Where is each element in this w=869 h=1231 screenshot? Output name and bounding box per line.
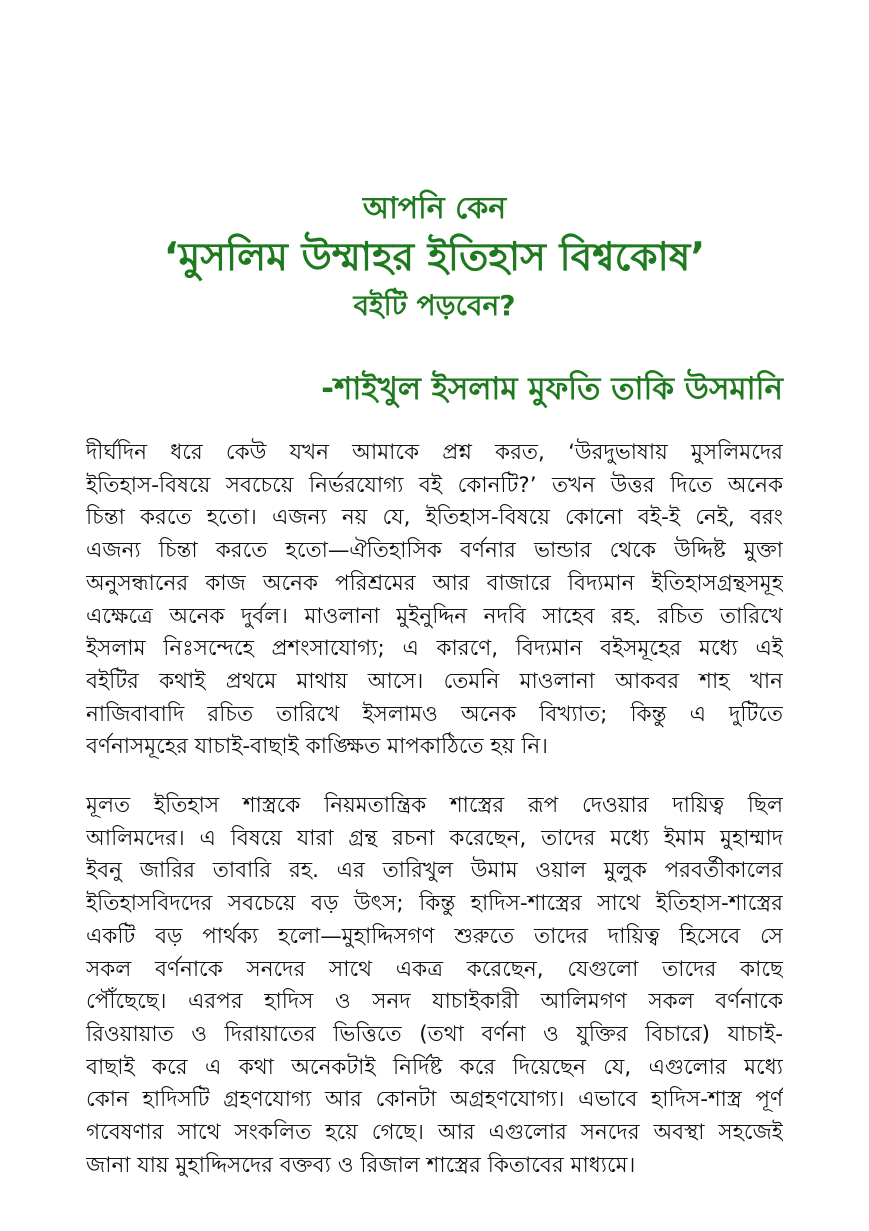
text-line: ইসলাম নিঃসন্দেহে প্রশংসাযোগ্য; এ কারণে, বিদ্যমান বইসমূহের মধ্যে এই — [86, 636, 783, 662]
text-line: অনুসন্ধানের কাজ অনেক পরিশ্রমের আর বাজারে বিদ্যমান ইতিহাসগ্রন্থসমূহ — [86, 570, 783, 596]
text-line: মূলত ইতিহাস শাস্ত্রকে নিয়মতান্ত্রিক শাস্ত্রের রূপ দেওয়ার দায়িত্ব ছিল — [86, 793, 783, 818]
text-line: জানা যায় মুহাদ্দিসদের বক্তব্য ও রিজাল শাস্ত্রের কিতাবের মাধ্যমে। — [86, 1152, 636, 1178]
heading-line-3: বইটি পড়বেন? — [353, 289, 516, 322]
heading-book-title: ‘মুসলিম উম্মাহর ইতিহাস বিশ্বকোষ’ — [163, 235, 706, 280]
text-line: বর্ণনাসমূহের যাচাই-বাছাই কাঙ্ক্ষিত মাপকাঠিতে হয় নি। — [86, 734, 548, 760]
text-line: বইটির কথাই প্রথমে মাথায় আসে। তেমনি মাওলানা আকবর শাহ খান — [86, 668, 783, 694]
text-line: সকল বর্ণনাকে সনদের সাথে একত্র করেছেন, যেগুলো তাদের কাছে — [86, 956, 783, 982]
author-attribution: -শাইখুল ইসলাম মুফতি তাকি উসমানি — [321, 371, 783, 407]
text-line: আলিমদের। এ বিষয়ে যারা গ্রন্থ রচনা করেছেন, তাদের মধ্যে ইমাম মুহাম্মাদ — [86, 825, 783, 851]
text-line: চিন্তা করতে হতো। এজন্য নয় যে, ইতিহাস-বিষয়ে কোনো বই-ই নেই, বরং — [86, 505, 783, 531]
text-line: বাছাই করে এ কথা অনেকটাই নির্দিষ্ট করে দিয়েছেন যে, এগুলোর মধ্যে — [86, 1054, 783, 1080]
text-line: ইবনু জারির তাবারি রহ. এর তারিখুল উমাম ওয়াল মুলুক পরবর্তীকালের — [86, 858, 783, 884]
chapter-heading — [0, 190, 869, 326]
text-line: একটি বড় পার্থক্য হলো—মুহাদ্দিসগণ শুরুতে তাদের দায়িত্ব হিসেবে সে — [86, 923, 783, 949]
text-line: নাজিবাবাদি রচিত তারিখে ইসলামও অনেক বিখ্যাত; কিন্তু এ দুটিতে — [86, 701, 783, 727]
text-line: গবেষণার সাথে সংকলিত হয়ে গেছে। আর এগুলোর সনদের অবস্থা সহজেই — [86, 1120, 783, 1146]
paragraph-1 — [86, 437, 783, 764]
text-line: কোন হাদিসটি গ্রহণযোগ্য আর কোনটা অগ্রহণযোগ্য। এভাবে হাদিস-শাস্ত্র পূর্ণ — [86, 1087, 783, 1113]
text-line: এজন্য চিন্তা করতে হতো—ঐতিহাসিক বর্ণনার ভান্ডার থেকে উদ্দিষ্ট মুক্তা — [86, 538, 783, 564]
heading-line-1: আপনি কেন — [362, 191, 507, 226]
text-line: রিওয়ায়াত ও দিরায়াতের ভিত্তিতে (তথা বর্ণনা ও যুক্তির বিচারে) যাচাই- — [86, 1021, 783, 1047]
text-line: পৌঁছেছে। এরপর হাদিস ও সনদ যাচাইকারী আলিমগণ সকল বর্ণনাকে — [86, 989, 783, 1015]
text-line: এক্ষেত্রে অনেক দুর্বল। মাওলানা মুইনুদ্দিন নদবি সাহেব রহ. রচিত তারিখে — [86, 603, 783, 629]
paragraph-2 — [86, 790, 783, 1182]
text-line: ইতিহাসবিদদের সবচেয়ে বড় উৎস; কিন্তু হাদিস-শাস্ত্রের সাথে ইতিহাস-শাস্ত্রের — [86, 891, 783, 917]
text-line: ইতিহাস-বিষয়ে সবচেয়ে নির্ভরযোগ্য বই কোনটি?’ তখন উত্তর দিতে অনেক — [86, 472, 783, 498]
text-line: দীর্ঘদিন ধরে কেউ যখন আমাকে প্রশ্ন করত, ‘উরদুভাষায় মুসলিমদের — [86, 440, 783, 465]
